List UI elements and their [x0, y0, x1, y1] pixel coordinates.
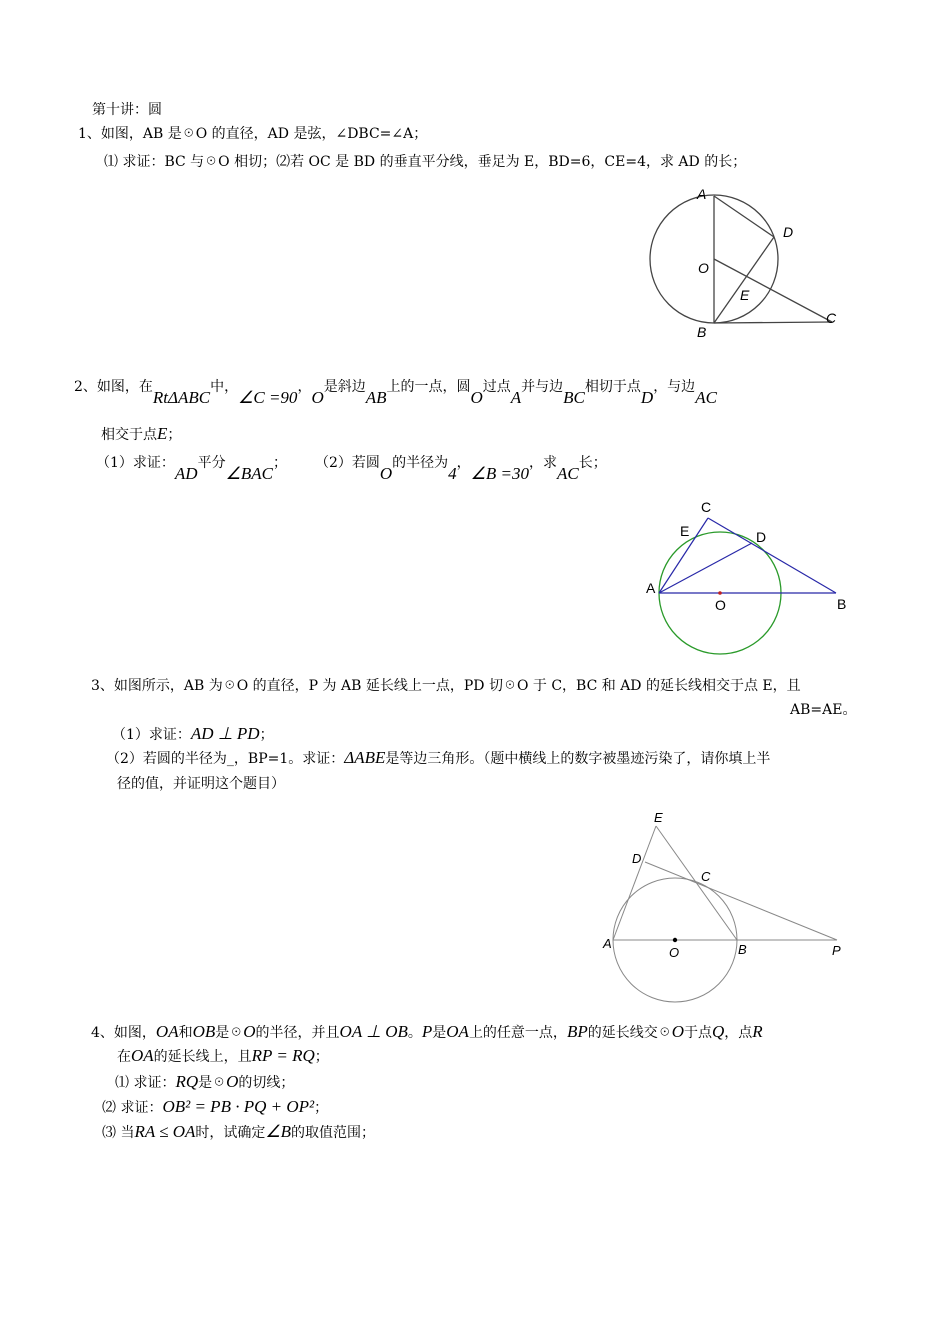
math-expression: O	[470, 388, 483, 407]
fig3-label-b: B	[738, 942, 747, 957]
math-expression: RtΔABC	[152, 388, 211, 407]
text-run: 相交于点	[101, 427, 157, 443]
fig3-label-a: A	[603, 936, 612, 951]
math-expression: BP	[566, 1022, 588, 1041]
text-run: 是等边三角形。（题中横线上的数字被墨迹污染了，请你填上半	[385, 751, 771, 767]
math-expression: O	[671, 1022, 684, 1041]
problem-2-questions	[96, 452, 607, 483]
text-run: 时，试确定	[195, 1125, 266, 1141]
problem-3-question-2	[106, 748, 770, 769]
text-run: ⑴ 求证：	[115, 1075, 176, 1091]
fig1-label-o: O	[698, 260, 709, 276]
fig2-label-a: A	[646, 580, 656, 596]
text-run: ，与边	[653, 379, 696, 395]
math-expression: O	[243, 1022, 256, 1041]
text-run: ；	[314, 1049, 329, 1065]
text-run: 2、如图，在	[74, 379, 153, 395]
fig2-label-b: B	[837, 596, 847, 612]
math-expression: Q	[712, 1022, 725, 1041]
text-run: 是☉	[198, 1075, 227, 1091]
math-expression: OB	[192, 1022, 216, 1041]
text-run: 在	[117, 1049, 131, 1065]
math-expression: E	[157, 424, 168, 443]
text-run: （1）求证：	[112, 727, 191, 743]
text-run: ，	[456, 455, 471, 471]
text-run: （2）若圆	[314, 455, 380, 471]
text-run: 的取值范围；	[291, 1125, 376, 1141]
math-expression: ΔABE	[344, 748, 386, 767]
text-run: 。	[407, 1025, 422, 1041]
fig3-label-e: E	[654, 810, 663, 825]
text-run: ⑵ 求证：	[102, 1100, 163, 1116]
math-expression: ∠BAC	[225, 464, 273, 483]
math-expression: ∠B	[265, 1122, 292, 1141]
problem-4-question-1	[115, 1072, 294, 1093]
text-run: 的半径为	[392, 455, 449, 471]
text-run: ；	[259, 727, 274, 743]
text-run: 上的一点，圆	[386, 379, 471, 395]
problem-4-line-1	[91, 1022, 763, 1043]
math-expression: RP = RQ	[251, 1046, 315, 1065]
fig2-label-o: O	[715, 597, 726, 613]
text-run: ；	[167, 427, 182, 443]
math-expression: ∠B =30	[470, 464, 530, 483]
text-run: ⑶ 当	[102, 1125, 135, 1141]
text-run: 中，	[210, 379, 239, 395]
text-run: 平分	[197, 455, 226, 471]
math-expression: ∠C =90	[238, 388, 298, 407]
math-expression: AB	[365, 388, 387, 407]
text-run: 的延长线上，且	[153, 1049, 252, 1065]
fig3-label-p: P	[832, 943, 841, 958]
problem-4-line-2	[117, 1046, 329, 1067]
text-run: 相切于点	[584, 379, 641, 395]
fig3-label-c: C	[701, 869, 711, 884]
problem-3-figure	[595, 805, 860, 1005]
text-run: ，	[297, 379, 312, 395]
math-expression: AC	[557, 464, 579, 483]
text-run: 于点	[684, 1025, 712, 1041]
math-expression: RQ	[175, 1072, 199, 1091]
problem-3-question-1	[112, 724, 274, 745]
text-run: 是☉	[215, 1025, 244, 1041]
problem-2-line-2	[101, 424, 181, 445]
math-expression: P	[421, 1022, 433, 1041]
text-run: 上的任意一点，	[468, 1025, 567, 1041]
fig2-label-d: D	[756, 529, 767, 545]
text-run: 并与边	[521, 379, 564, 395]
math-expression: AC	[695, 388, 717, 407]
page-title: 第十讲：圆	[92, 102, 162, 118]
fig2-label-e: E	[680, 523, 690, 539]
fig2-label-c: C	[701, 499, 712, 515]
text-run: 的切线；	[238, 1075, 295, 1091]
fig3-label-o: O	[669, 945, 680, 960]
problem-3-question-2-cont: 径的值，并证明这个题目）	[117, 776, 285, 792]
text-run: 是	[432, 1025, 447, 1041]
fig1-label-a: A	[697, 186, 707, 202]
problem-1-statement: 1、如图，AB 是☉O 的直径，AD 是弦，∠DBC=∠A；	[78, 126, 428, 142]
math-expression: D	[640, 388, 654, 407]
math-expression: OA ⊥ OB	[339, 1022, 408, 1041]
problem-3-statement: 3、如图所示，AB 为☉O 的直径，P 为 AB 延长线上一点，PD 切☉O 于 C，BC 和 AD 的延长线相交于点 E，且	[91, 678, 801, 694]
math-expression: OA	[446, 1022, 469, 1041]
problem-1-questions: ⑴ 求证：BC 与☉O 相切；⑵若 OC 是 BD 的垂直平分线，垂足为 E，BD=6，CE=4，求 AD 的长；	[104, 154, 747, 170]
text-run: （2）若圆的半径为_，BP=1。求证：	[106, 751, 345, 767]
text-run: 是斜边	[323, 379, 366, 395]
text-run: 4、如图，	[91, 1025, 156, 1041]
fig3-label-d: D	[632, 851, 642, 866]
math-expression: R	[752, 1022, 763, 1041]
text-run: ，点	[724, 1025, 753, 1041]
fig1-label-c: C	[826, 310, 837, 326]
problem-3-statement-end: AB=AE。	[790, 702, 857, 718]
math-expression: O	[226, 1072, 239, 1091]
math-expression: BC	[563, 388, 585, 407]
math-expression: A	[510, 388, 522, 407]
math-expression: RA ≤ OA	[134, 1122, 196, 1141]
math-expression: OB² = PB · PQ + OP²	[162, 1097, 315, 1116]
fig1-label-e: E	[740, 287, 750, 303]
text-run: 和	[178, 1025, 193, 1041]
math-expression: OA	[155, 1022, 179, 1041]
problem-2-line-1	[74, 376, 717, 407]
problem-1-figure	[640, 185, 860, 345]
math-expression: O	[379, 464, 393, 483]
text-run: 的半径，并且	[255, 1025, 340, 1041]
math-expression: AD	[174, 464, 198, 483]
text-run: ，求	[529, 455, 558, 471]
math-expression: AD ⊥ PD	[190, 724, 260, 743]
problem-2-figure	[640, 490, 870, 690]
math-expression: OA	[131, 1046, 154, 1065]
math-expression: 4	[448, 464, 457, 483]
text-run: 的延长线交☉	[587, 1025, 672, 1041]
fig1-label-d: D	[783, 224, 794, 240]
fig1-label-b: B	[697, 324, 707, 340]
text-run: ；	[272, 455, 287, 471]
text-run: 过点	[482, 379, 511, 395]
text-run: （1）求证：	[96, 455, 175, 471]
math-expression: O	[311, 388, 324, 407]
text-run: 长；	[578, 455, 607, 471]
problem-4-question-2	[102, 1097, 328, 1118]
problem-4-question-3	[102, 1122, 375, 1143]
text-run: ；	[314, 1100, 329, 1116]
